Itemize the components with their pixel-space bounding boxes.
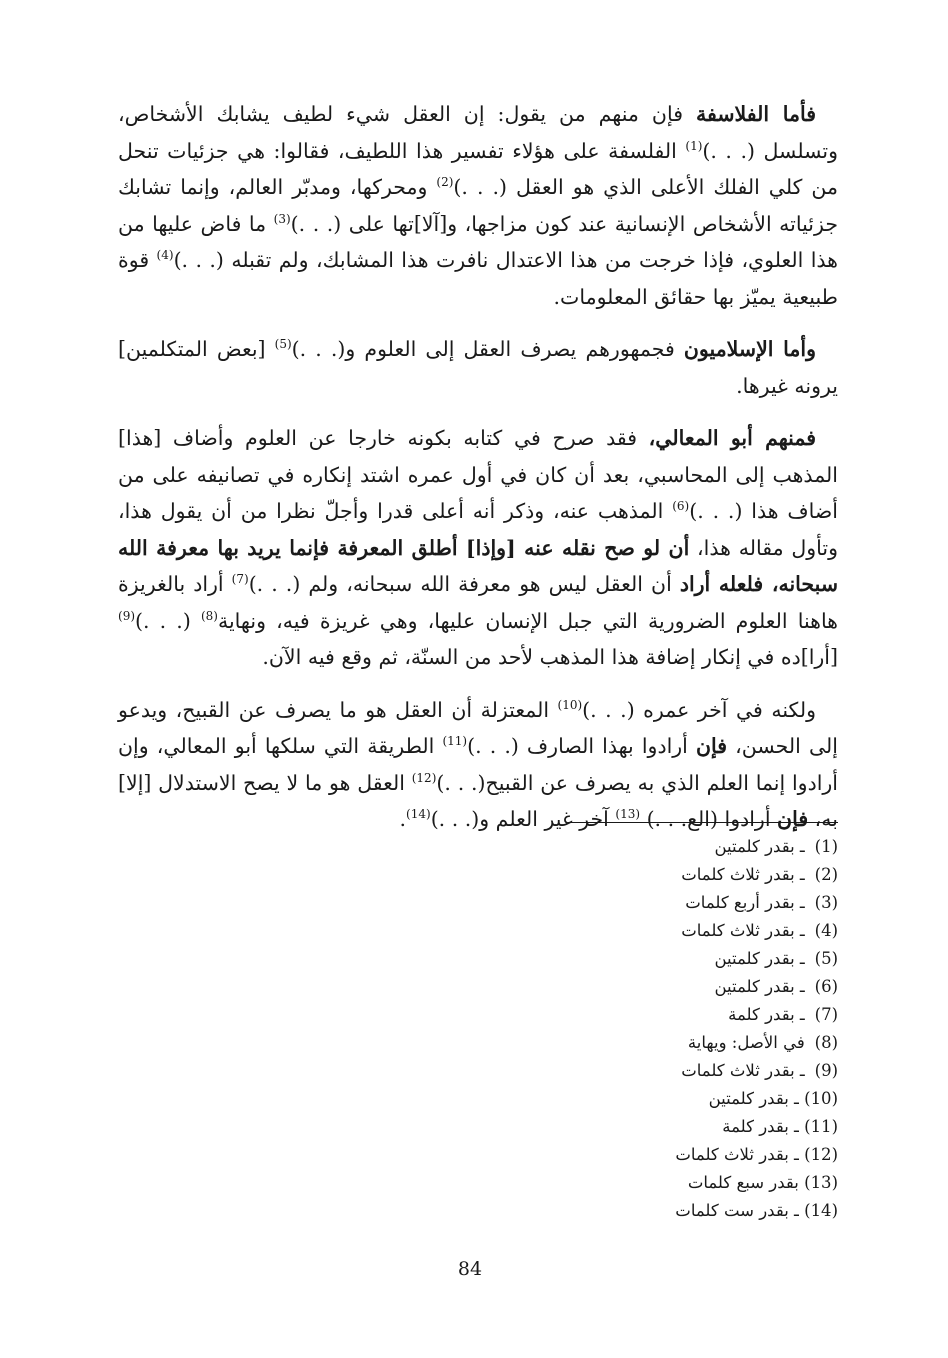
- footnote-item: [560, 917, 838, 945]
- paragraph-lead: فمنهم أبو المعالي،: [648, 426, 817, 450]
- paragraph-text: أن العقل ليس هو معرفة الله سبحانه، ولم (. . .): [248, 572, 680, 596]
- footnote-ref-7[interactable]: (7): [231, 572, 249, 587]
- footnote-number: (3): [814, 893, 838, 912]
- footnote-text: ـ بقدر أربع كلمات: [685, 893, 805, 912]
- paragraph-text: الطريقة التي سلكها أبو المعالي، وإن أرادوا إنما العلم الذي به يصرف عن القبيح(. . .): [118, 734, 838, 795]
- footnote-item: [560, 1057, 838, 1085]
- footnote-ref-8[interactable]: (8): [200, 608, 218, 623]
- paragraph-text: [أرا]ده في إنكار إضافة هذا المذهب لأحد من السنّة، ثم وقع فيه الآن.: [262, 645, 838, 669]
- footnote-text: ـ بقدر كلمتين: [708, 1089, 799, 1108]
- paragraph-text: فقد صرح في كتابه بكونه خارجا عن العلوم وأضاف [هذا] المذهب إلى المحاسبي، بعد أن كان في أول عمره اشتد إنكاره في تصانيفه على من أضاف هذا (. . .): [118, 426, 839, 523]
- footnote-number: (4): [814, 921, 838, 940]
- footnote-number: (9): [814, 1061, 838, 1080]
- paragraph-text: ومحركها، ومدبّر العالم، وإنما تشابك جزئياته الأشخاص الإنسانية عند كون مزاجها، و[آلا]تها على (. . .): [118, 175, 838, 236]
- footnote-text: ـ بقدر ثلاث كلمات: [681, 1061, 805, 1080]
- footnote-item: [560, 945, 838, 973]
- footnote-ref-11[interactable]: (11): [442, 734, 468, 749]
- footnote-item: [560, 1141, 838, 1169]
- paragraph-text: .: [399, 807, 407, 831]
- paragraph-text: العقل هو ما لا يصح الاستدلال [إلا] به،: [118, 770, 838, 831]
- paragraph-text: الفلسفة على هؤلاء تفسير هذا اللطيف، فقالوا: هي جزئيات تنحل من كلي الفلك الأعلى الذي هو العقل (. . .): [118, 138, 838, 199]
- footnotes-list: [560, 833, 838, 1225]
- paragraph-bold-text: فإن: [695, 734, 728, 758]
- footnote-ref-9[interactable]: (9): [118, 608, 136, 623]
- paragraph-later-life: [118, 692, 838, 838]
- footnote-item: [560, 1029, 838, 1057]
- footnote-number: (1): [814, 837, 838, 856]
- footnote-number: (8): [814, 1033, 838, 1052]
- footnote-ref-10[interactable]: (10): [557, 697, 583, 712]
- paragraph-abu-al-maali: [118, 420, 838, 676]
- footnote-item: [560, 889, 838, 917]
- paragraph-text: أرادوا بهذا الصارف (. . .): [467, 734, 696, 758]
- paragraph-islamists: [118, 331, 838, 404]
- paragraph-text: المذهب عنه، وذكر أنه أعلى قدرا وأجلّ نظرا من أن يقول هذا، وتأول مقاله هذا،: [118, 499, 838, 560]
- paragraph-text: قوة طبيعية يميّز بها حقائق المعلومات.: [118, 248, 838, 309]
- footnote-text: بقدر سبع كلمات: [687, 1173, 799, 1192]
- footnote-ref-3[interactable]: (3): [273, 211, 291, 226]
- paragraph-text: أرادوا (الع. . .): [640, 807, 778, 831]
- paragraph-text: ولكنه في آخر عمره (. . .): [582, 697, 816, 722]
- footnote-ref-1[interactable]: (1): [685, 138, 703, 153]
- footnote-text: ـ بقدر كلمتين: [714, 837, 805, 856]
- page-body: [118, 96, 838, 854]
- paragraph-text: فجمهورهم يصرف العقل إلى العلوم و(. . .): [291, 337, 684, 361]
- paragraph-philosophers: [118, 96, 838, 315]
- footnote-text: ـ بقدر كلمة: [728, 1005, 805, 1024]
- footnote-ref-14[interactable]: (14): [406, 807, 431, 822]
- footnote-number: (2): [814, 865, 838, 884]
- footnote-divider: [568, 822, 838, 823]
- footnote-number: (5): [814, 949, 838, 968]
- footnote-ref-13[interactable]: (13): [615, 807, 641, 822]
- footnote-item: [560, 1001, 838, 1029]
- footnote-number: (10): [804, 1089, 838, 1108]
- paragraph-text: أراد بالغريزة هاهنا العلوم الضرورية التي جبل الإنسان عليها، وهي غريزة فيه، ونهاية: [118, 572, 838, 633]
- footnote-text: ـ بقدر كلمة: [722, 1117, 799, 1136]
- footnote-ref-6[interactable]: (6): [672, 499, 690, 514]
- footnote-number: (14): [804, 1201, 838, 1220]
- footnote-item: [560, 1169, 838, 1197]
- footnote-number: (12): [804, 1145, 838, 1164]
- footnote-ref-4[interactable]: (4): [156, 248, 174, 263]
- footnote-item: [560, 973, 838, 1001]
- paragraph-text: فإن منهم من يقول: إن العقل شيء لطيف يشابك الأشخاص، وتسلسل (. . .): [118, 102, 839, 163]
- paragraph-lead: فأما الفلاسفة: [696, 102, 816, 126]
- footnote-item: [560, 1085, 838, 1113]
- footnote-item: [560, 1197, 838, 1225]
- footnote-item: [560, 861, 838, 889]
- footnote-text: ـ بقدر ثلاث كلمات: [675, 1145, 799, 1164]
- paragraph-text: (. . .): [135, 608, 201, 633]
- paragraph-text: [بعض المتكلمين] يرونه غيرها.: [118, 337, 838, 398]
- paragraph-text: المعتزلة أن العقل هو ما يصرف عن القبيح، ويدعو إلى الحسن،: [118, 697, 838, 758]
- paragraph-text: آخر غير العلم و(. . .): [430, 807, 616, 831]
- footnote-item: [560, 833, 838, 861]
- footnote-ref-2[interactable]: (2): [436, 175, 454, 190]
- footnote-number: (7): [814, 1005, 838, 1024]
- footnote-item: [560, 1113, 838, 1141]
- footnote-ref-12[interactable]: (12): [411, 770, 437, 785]
- paragraph-bold-text: أن لو صح نقله عنه [وإذا] أطلق المعرفة فإنما يريد بها معرفة الله سبحانه، فلعله أراد: [118, 535, 838, 596]
- footnote-ref-5[interactable]: (5): [274, 337, 292, 352]
- footnote-number: (13): [804, 1173, 838, 1192]
- footnote-text: ـ بقدر ثلاث كلمات: [681, 921, 805, 940]
- paragraph-lead: وأما الإسلاميون: [683, 337, 817, 361]
- footnote-text: ـ بقدر كلمتين: [714, 977, 805, 996]
- footnote-text: في الأصل: ويهاية: [687, 1033, 805, 1052]
- paragraph-text: ما فاض عليها من هذا العلوي، فإذا خرجت من هذا الاعتدال نافرت هذا المشابك، ولم تقبله (. . .): [118, 211, 838, 272]
- footnote-number: (11): [804, 1117, 838, 1136]
- footnote-number: (6): [814, 977, 838, 996]
- page-number: 84: [457, 1258, 483, 1280]
- footnote-text: ـ بقدر كلمتين: [714, 949, 805, 968]
- footnote-text: ـ بقدر ثلاث كلمات: [681, 865, 805, 884]
- footnote-text: ـ بقدر ست كلمات: [675, 1201, 799, 1220]
- paragraph-bold-text: فإن: [777, 807, 809, 831]
